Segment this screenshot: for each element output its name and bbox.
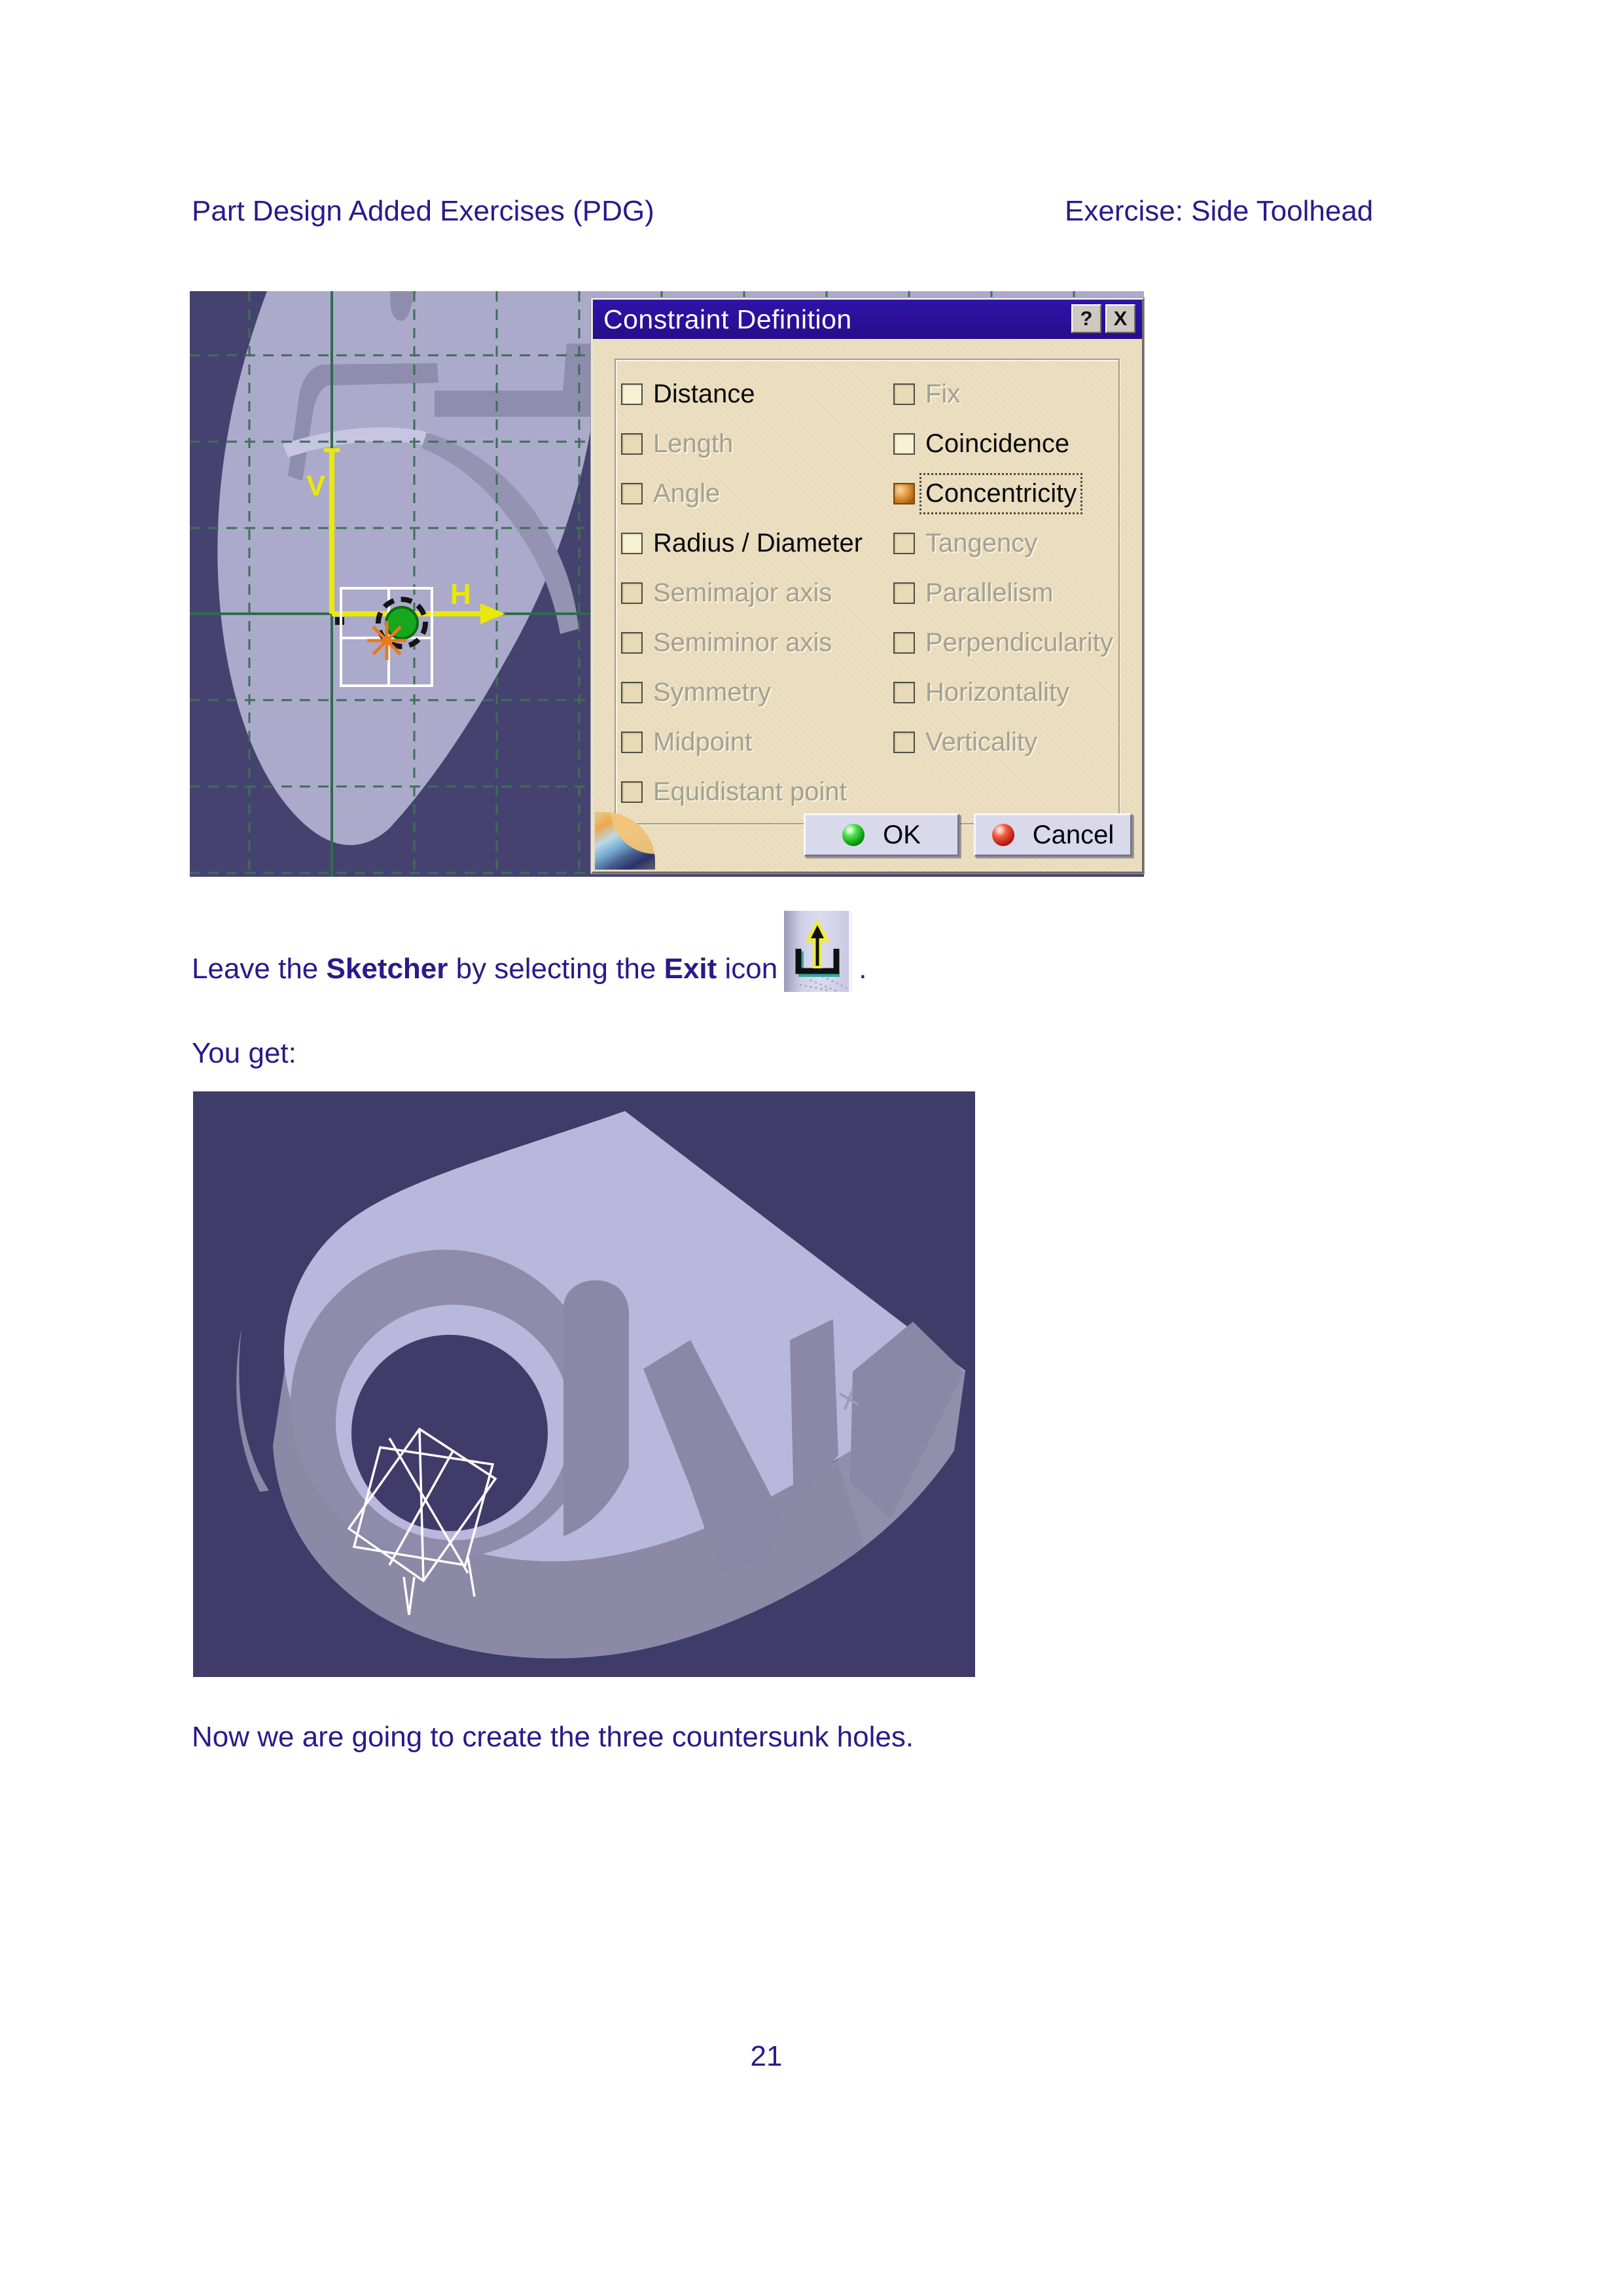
checkbox-box[interactable] [621, 732, 643, 753]
sketcher-screenshot [190, 291, 1144, 877]
exit-icon-glyph [784, 911, 852, 992]
checkbox-midpoint[interactable] [621, 717, 888, 767]
checkbox-length[interactable] [621, 419, 888, 468]
help-button[interactable]: ? [1071, 304, 1101, 333]
exit-workbench-icon [784, 911, 852, 992]
leave-text-middle: by selecting the [448, 953, 664, 985]
checkbox-label: Concentricity [925, 478, 1077, 508]
checkbox-box[interactable] [621, 682, 643, 703]
checkbox-label: Tangency [925, 528, 1038, 557]
checkbox-label: Radius / Diameter [653, 528, 863, 557]
leave-sketcher-paragraph [192, 910, 866, 992]
checkbox-horizontality[interactable] [893, 667, 1116, 717]
part-3d-view [193, 1091, 975, 1677]
checkbox-box[interactable] [621, 533, 643, 554]
leave-text-suffix: icon [717, 953, 778, 985]
checkbox-column-right [893, 369, 1116, 767]
closing-text: Now we are going to create the three countersunk holes. [192, 1721, 914, 1753]
dialog-title: Constraint Definition [603, 304, 852, 334]
constraint-definition-dialog [591, 298, 1144, 874]
checkbox-box[interactable] [893, 533, 915, 554]
checkbox-box[interactable] [893, 582, 915, 604]
checkbox-label: Fix [925, 379, 961, 408]
bore-hole [351, 1335, 548, 1531]
checkbox-equidistant-point[interactable] [621, 767, 888, 817]
header-left: Part Design Added Exercises (PDG) [192, 195, 654, 227]
checkbox-box[interactable] [621, 781, 643, 803]
sketcher-bold: Sketcher [326, 953, 448, 985]
header-right: Exercise: Side Toolhead [1065, 195, 1374, 227]
checkbox-box[interactable] [893, 632, 915, 654]
checkbox-label: Semiminor axis [653, 627, 832, 657]
checkbox-semimajor-axis[interactable] [621, 568, 888, 618]
part-3d-render [193, 1091, 975, 1677]
checkbox-label: Semimajor axis [653, 578, 832, 607]
checkbox-label: Perpendicularity [925, 627, 1113, 657]
checkbox-label: Symmetry [653, 677, 771, 707]
page-number: 21 [750, 2040, 783, 2072]
checkbox-tangency[interactable] [893, 518, 1116, 568]
checkbox-label: Distance [653, 379, 755, 408]
you-get-text: You get: [192, 1037, 296, 1069]
h-axis-label: H [450, 578, 471, 610]
ok-button-label: OK [883, 820, 921, 849]
checkbox-semiminor-axis[interactable] [621, 618, 888, 667]
cancel-button-label: Cancel [1032, 820, 1115, 849]
checkbox-verticality[interactable] [893, 717, 1116, 767]
ok-sphere-icon [842, 824, 865, 846]
checkbox-angle[interactable] [621, 468, 888, 518]
checkbox-box[interactable] [893, 383, 915, 405]
checkbox-concentricity[interactable] [893, 468, 1116, 518]
checkbox-perpendicularity[interactable] [893, 618, 1116, 667]
checkbox-label: Length [653, 429, 734, 458]
checkbox-box[interactable] [893, 483, 915, 504]
leave-text-prefix: Leave the [192, 953, 327, 985]
checkbox-parallelism[interactable] [893, 568, 1116, 618]
checkbox-box[interactable] [893, 433, 915, 455]
checkbox-box[interactable] [621, 632, 643, 654]
checkbox-label: Midpoint [653, 727, 753, 756]
checkbox-label: Verticality [925, 727, 1038, 756]
ok-button[interactable] [804, 813, 959, 857]
dialog-title-bar[interactable] [593, 300, 1142, 339]
checkbox-box[interactable] [621, 383, 643, 405]
checkbox-label: Parallelism [925, 578, 1054, 607]
checkbox-distance[interactable] [621, 369, 888, 419]
dialog-body [593, 339, 1142, 872]
checkbox-radius-diameter[interactable] [621, 518, 888, 568]
checkbox-label: Coincidence [925, 429, 1070, 458]
checkbox-label: Angle [653, 478, 721, 508]
checkbox-box[interactable] [893, 732, 915, 753]
checkbox-box[interactable] [621, 433, 643, 455]
checkbox-column-left [621, 369, 888, 817]
exit-bold: Exit [664, 953, 717, 985]
checkbox-box[interactable] [621, 483, 643, 504]
checkbox-box[interactable] [893, 682, 915, 703]
checkbox-label: Equidistant point [653, 777, 847, 806]
cancel-sphere-icon [992, 824, 1014, 846]
checkbox-label: Horizontality [925, 677, 1070, 707]
checkbox-coincidence[interactable] [893, 419, 1116, 468]
anchor-star[interactable] [367, 621, 406, 660]
cancel-button[interactable] [974, 813, 1132, 857]
close-button[interactable]: X [1105, 304, 1135, 333]
checkbox-symmetry[interactable] [621, 667, 888, 717]
constraint-group-box [615, 359, 1120, 824]
v-axis-label: V [306, 470, 326, 502]
checkbox-fix[interactable] [893, 369, 1116, 419]
checkbox-box[interactable] [621, 582, 643, 604]
leave-text-period: . [859, 953, 867, 985]
